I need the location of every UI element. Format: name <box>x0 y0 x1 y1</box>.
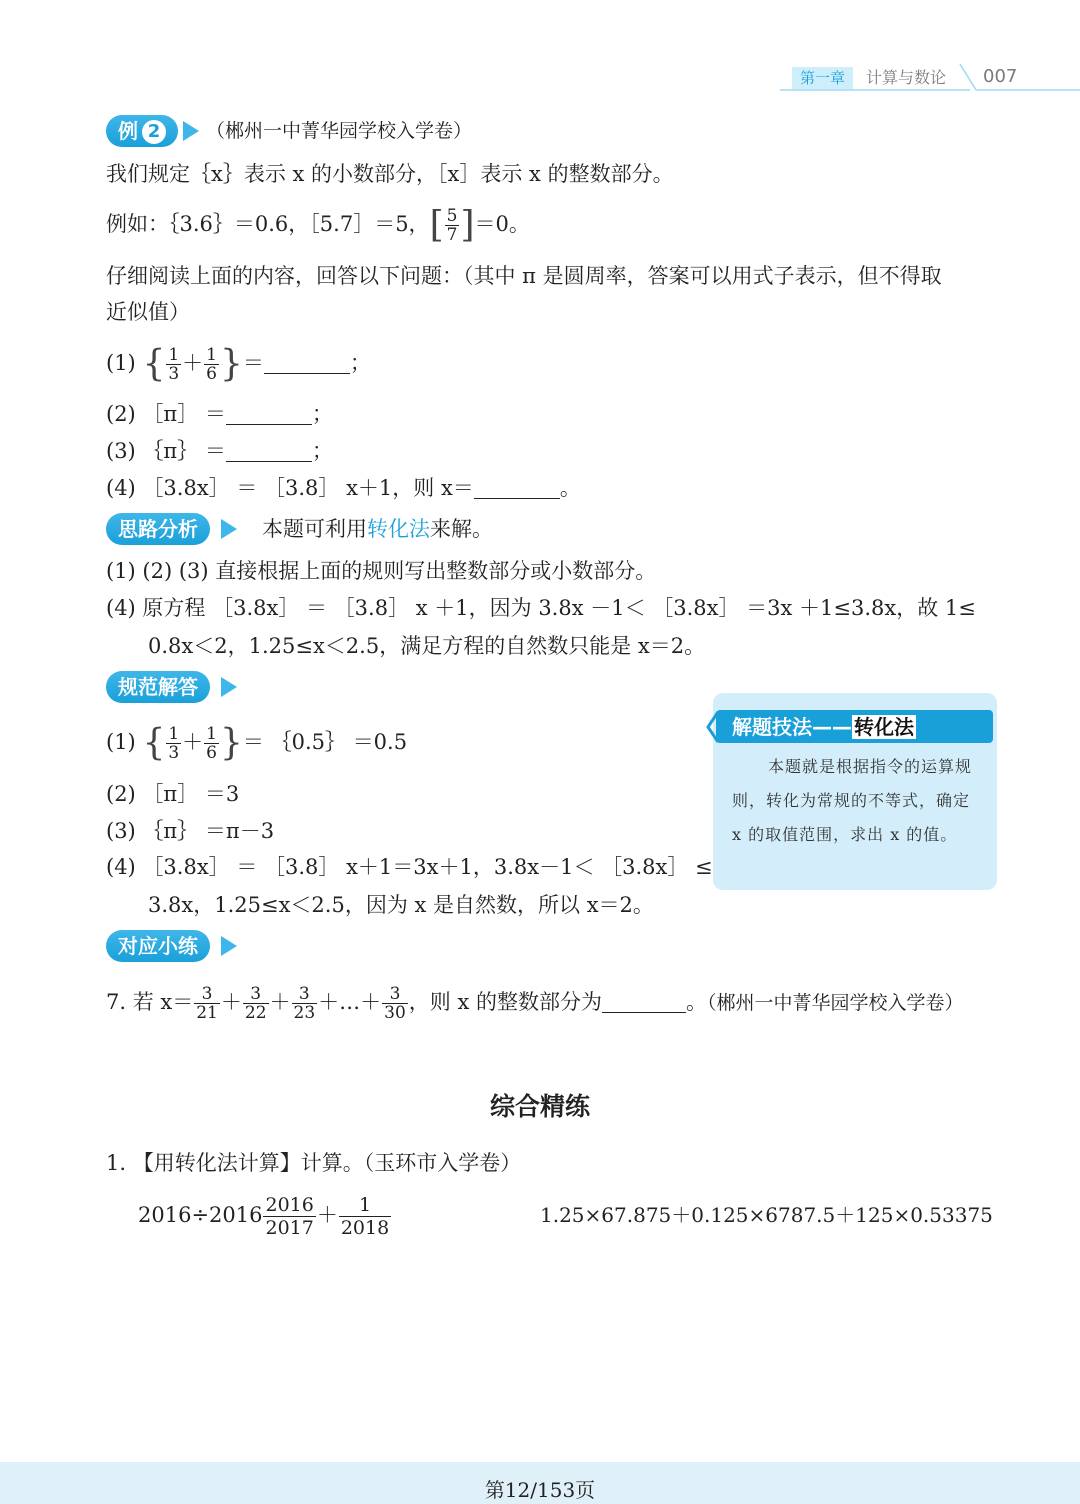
analysis-highlight: 转化法 <box>367 517 430 541</box>
example-label-text: 例 <box>118 119 138 143</box>
example-line-4: 近似值） <box>106 300 190 324</box>
section-title: 综合精练 <box>489 1092 590 1121</box>
solution-label: 规范解答 <box>106 671 210 703</box>
answer-1: (1) { $\frac{1}{3}$ ＋ $\frac{1}{6}$ }＝ ｛0.5｝ ＝0.5 <box>106 722 408 764</box>
chapter-tag: 第一章 <box>792 67 853 89</box>
question-3: (3) ｛π｝ ＝ ； <box>106 439 333 463</box>
analysis-arrow-icon <box>221 519 237 539</box>
analysis-line-1: (1) (2) (3) 直接根据上面的规则写出整数部分或小数部分。 <box>106 559 657 583</box>
answer-2: (2) ［π］ ＝3 <box>106 782 240 806</box>
analysis-line-2: (4) 原方程 ［3.8x］ ＝ ［3.8］ x ＋1，因为 3.8x －1＜ ［3.8x］ ＝3x ＋1≤3.8x，故 1≤ <box>106 596 976 620</box>
question-2: (2) ［π］ ＝ ； <box>106 402 333 426</box>
answer-blank-2[interactable] <box>226 404 312 425</box>
expression-2: 1.25×67.875＋0.125×6787.5＋125×0.53375 <box>540 1203 993 1227</box>
fraction-5-7: $\frac{5}{7}$ <box>446 206 458 245</box>
practice-label: 对应小练 <box>106 930 210 962</box>
question-4: (4) ［3.8x］ ＝ ［3.8］ x＋1，则 x＝ 。 <box>106 476 581 500</box>
answer-4-line-2: 3.8x，1.25≤x＜2.5，因为 x 是自然数，所以 x＝2。 <box>148 893 654 917</box>
example-source: （郴州一中菁华园学校入学卷） <box>206 120 473 142</box>
practice-arrow-icon <box>221 936 237 956</box>
page-number: 007 <box>983 66 1018 87</box>
page-indicator: 第12/153页 <box>484 1478 596 1502</box>
example-number: 2 <box>142 120 166 144</box>
answer-4-line-1: (4) ［3.8x］ ＝ ［3.8］ x＋1＝3x＋1，3.8x－1＜ ［3.8x］ ≤ <box>106 855 713 879</box>
question-1: (1) { $\frac{1}{3}$ ＋ $\frac{1}{6}$ }＝ ； <box>106 343 371 385</box>
tip-body: 本题就是根据指令的运算规则，转化为常规的不等式，确定 x 的取值范围，求出 x 的值。 <box>732 757 973 844</box>
chapter-title: 计算与数论 <box>866 68 947 87</box>
example-line-2: 例如：｛3.6｝＝0.6，［5.7］＝5，[ $\frac{5}{7}$ ]＝0。 <box>106 204 530 246</box>
answer-blank-1[interactable] <box>264 353 350 374</box>
analysis-label: 思路分析 <box>106 513 210 545</box>
analysis-intro: 本题可利用转化法来解。 <box>262 517 493 541</box>
example-line-2-prefix: 例如：｛3.6｝＝0.6，［5.7］＝5， <box>106 212 430 236</box>
example-arrow-icon <box>183 121 199 141</box>
answer-blank-4[interactable] <box>474 478 560 499</box>
answer-3: (3) ｛π｝ ＝π－3 <box>106 819 275 843</box>
practice-question-7: 7. 若 x＝ $\frac{3}{21}$ ＋ $\frac{3}{22}$ ＋ $\frac{3}{23}$ ＋…＋ $\frac{3}{30}$ ，则 x 的整数部分为 。（郴州一中菁华园学校入学卷） <box>106 984 964 1023</box>
example-line-3: 仔细阅读上面的内容，回答以下问题：（其中 π 是圆周率，答案可以用式子表示，但不得取 <box>106 264 942 288</box>
solution-arrow-icon <box>221 677 237 697</box>
tip-chevron-icon <box>704 710 724 744</box>
comprehensive-question-1: 1. 【用转化法计算】计算。（玉环市入学卷） <box>106 1151 522 1175</box>
example-line-1: 我们规定｛x｝表示 x 的小数部分，［x］表示 x 的整数部分。 <box>106 162 674 186</box>
example-line-2-suffix: ＝0。 <box>474 212 530 236</box>
tip-title: 解题技法—— 转化法 <box>732 715 914 739</box>
answer-blank-7[interactable] <box>602 992 686 1013</box>
expression-1: 2016÷2016 $\frac{2016}{2017}$ ＋ $\frac{1}{2018}$ <box>138 1194 390 1239</box>
example-label <box>106 115 178 147</box>
answer-blank-3[interactable] <box>226 441 312 462</box>
analysis-line-3: 0.8x＜2，1.25≤x＜2.5，满足方程的自然数只能是 x＝2。 <box>148 634 706 658</box>
tip-title-highlight: 转化法 <box>854 715 914 739</box>
